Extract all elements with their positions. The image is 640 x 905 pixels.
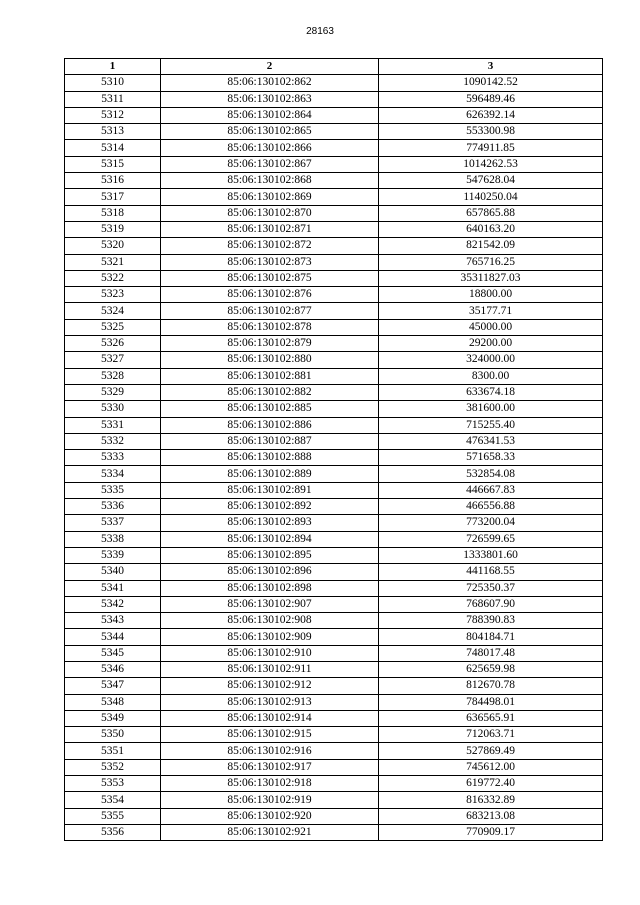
table-cell: 85:06:130102:882 [161,384,379,400]
table-row [65,156,603,172]
table-cell: 85:06:130102:918 [161,776,379,792]
table-cell: 5329 [65,384,161,400]
table-cell: 5353 [65,776,161,792]
table-row [65,319,603,335]
table-row [65,189,603,205]
table-cell: 5349 [65,710,161,726]
table-row [65,499,603,515]
table-row [65,776,603,792]
table-cell: 5342 [65,596,161,612]
table-cell: 5318 [65,205,161,221]
table-cell: 35311827.03 [379,270,603,286]
table-row [65,140,603,156]
table-cell: 85:06:130102:896 [161,564,379,580]
table-cell: 5324 [65,303,161,319]
table-row [65,792,603,808]
table-row [65,580,603,596]
table-cell: 8300.00 [379,368,603,384]
table-cell: 5343 [65,613,161,629]
table-cell: 5352 [65,759,161,775]
table-cell: 85:06:130102:911 [161,661,379,677]
table-cell: 85:06:130102:867 [161,156,379,172]
table-row [65,75,603,91]
table-cell: 85:06:130102:876 [161,287,379,303]
table-cell: 715255.40 [379,417,603,433]
table-row [65,450,603,466]
table-cell: 85:06:130102:885 [161,401,379,417]
table-row [65,91,603,107]
table-cell: 85:06:130102:895 [161,547,379,563]
table-cell: 5320 [65,238,161,254]
table-cell: 5327 [65,352,161,368]
table-cell: 1014262.53 [379,156,603,172]
table-cell: 571658.33 [379,450,603,466]
table-cell: 85:06:130102:877 [161,303,379,319]
table-cell: 5322 [65,270,161,286]
table-row [65,221,603,237]
table-row [65,173,603,189]
table-row [65,613,603,629]
table-row [65,238,603,254]
table-cell: 381600.00 [379,401,603,417]
table-cell: 5347 [65,678,161,694]
table-cell: 85:06:130102:891 [161,482,379,498]
table-cell: 768607.90 [379,596,603,612]
table-cell: 85:06:130102:879 [161,336,379,352]
table-cell: 85:06:130102:872 [161,238,379,254]
column-header: 1 [65,59,161,75]
table-row [65,531,603,547]
table-cell: 324000.00 [379,352,603,368]
table-row [65,401,603,417]
table-cell: 85:06:130102:869 [161,189,379,205]
table-cell: 657865.88 [379,205,603,221]
table-cell: 5339 [65,547,161,563]
table-cell: 5336 [65,499,161,515]
table-cell: 446667.83 [379,482,603,498]
table-cell: 5344 [65,629,161,645]
table-cell: 5315 [65,156,161,172]
table-row [65,466,603,482]
table-cell: 5350 [65,727,161,743]
table-cell: 5334 [65,466,161,482]
table-cell: 5325 [65,319,161,335]
table-row [65,287,603,303]
table-row [65,107,603,123]
table-cell: 5337 [65,515,161,531]
table-cell: 18800.00 [379,287,603,303]
table-row [65,710,603,726]
table-row [65,124,603,140]
table-cell: 441168.55 [379,564,603,580]
table-cell: 619772.40 [379,776,603,792]
table-cell: 85:06:130102:875 [161,270,379,286]
table-cell: 85:06:130102:892 [161,499,379,515]
table-row [65,368,603,384]
table-cell: 5331 [65,417,161,433]
table-cell: 85:06:130102:913 [161,694,379,710]
table-row [65,254,603,270]
table-cell: 85:06:130102:886 [161,417,379,433]
table-cell: 5333 [65,450,161,466]
table-cell: 85:06:130102:907 [161,596,379,612]
table-row [65,482,603,498]
table-cell: 821542.09 [379,238,603,254]
table-cell: 476341.53 [379,433,603,449]
table-cell: 633674.18 [379,384,603,400]
table-cell: 5316 [65,173,161,189]
table-cell: 85:06:130102:887 [161,433,379,449]
table-row [65,694,603,710]
table-cell: 5321 [65,254,161,270]
table-cell: 5346 [65,661,161,677]
table-cell: 5311 [65,91,161,107]
table-cell: 85:06:130102:889 [161,466,379,482]
table-cell: 5330 [65,401,161,417]
table-cell: 85:06:130102:866 [161,140,379,156]
table-cell: 85:06:130102:920 [161,808,379,824]
table-row [65,727,603,743]
table-cell: 85:06:130102:864 [161,107,379,123]
table-cell: 1140250.04 [379,189,603,205]
table-row [65,433,603,449]
table-cell: 85:06:130102:917 [161,759,379,775]
table-row [65,661,603,677]
table-cell: 5355 [65,808,161,824]
table-cell: 5354 [65,792,161,808]
table-body [65,75,603,841]
column-header: 3 [379,59,603,75]
table-cell: 770909.17 [379,824,603,840]
table-cell: 466556.88 [379,499,603,515]
table-cell: 804184.71 [379,629,603,645]
table-row [65,596,603,612]
table-cell: 85:06:130102:888 [161,450,379,466]
table-cell: 5338 [65,531,161,547]
table-cell: 5313 [65,124,161,140]
table-cell: 85:06:130102:863 [161,91,379,107]
table-cell: 765716.25 [379,254,603,270]
page-number: 28163 [306,26,334,37]
table-cell: 5332 [65,433,161,449]
table-cell: 85:06:130102:919 [161,792,379,808]
table-cell: 1333801.60 [379,547,603,563]
table-cell: 45000.00 [379,319,603,335]
table-cell: 816332.89 [379,792,603,808]
table-row [65,547,603,563]
table-cell: 527869.49 [379,743,603,759]
table-cell: 636565.91 [379,710,603,726]
table-cell: 553300.98 [379,124,603,140]
table-cell: 547628.04 [379,173,603,189]
table-cell: 29200.00 [379,336,603,352]
table-cell: 788390.83 [379,613,603,629]
table-cell: 5341 [65,580,161,596]
table-cell: 5312 [65,107,161,123]
table-cell: 532854.08 [379,466,603,482]
table-row [65,352,603,368]
table-row [65,808,603,824]
table-row [65,384,603,400]
table-cell: 5326 [65,336,161,352]
table-cell: 85:06:130102:878 [161,319,379,335]
table-cell: 5323 [65,287,161,303]
table-cell: 683213.08 [379,808,603,824]
table-cell: 85:06:130102:921 [161,824,379,840]
table-cell: 5351 [65,743,161,759]
table-cell: 712063.71 [379,727,603,743]
table-header-row [65,59,603,75]
table-cell: 748017.48 [379,645,603,661]
table-cell: 5356 [65,824,161,840]
table-row [65,743,603,759]
table-cell: 35177.71 [379,303,603,319]
table-cell: 5314 [65,140,161,156]
table-cell: 85:06:130102:893 [161,515,379,531]
table-cell: 85:06:130102:868 [161,173,379,189]
table-cell: 85:06:130102:915 [161,727,379,743]
table-row [65,515,603,531]
table-cell: 625659.98 [379,661,603,677]
table-cell: 85:06:130102:873 [161,254,379,270]
table-row [65,645,603,661]
table-cell: 726599.65 [379,531,603,547]
table-cell: 1090142.52 [379,75,603,91]
table-row [65,336,603,352]
table-cell: 5340 [65,564,161,580]
table-cell: 773200.04 [379,515,603,531]
table-row [65,205,603,221]
table-row [65,678,603,694]
table-cell: 85:06:130102:912 [161,678,379,694]
table-cell: 85:06:130102:870 [161,205,379,221]
table-row [65,270,603,286]
table-cell: 5310 [65,75,161,91]
table-cell: 85:06:130102:865 [161,124,379,140]
table-cell: 640163.20 [379,221,603,237]
table-row [65,303,603,319]
table-cell: 85:06:130102:914 [161,710,379,726]
table-cell: 5345 [65,645,161,661]
table-cell: 85:06:130102:916 [161,743,379,759]
table-cell: 85:06:130102:862 [161,75,379,91]
table-cell: 85:06:130102:908 [161,613,379,629]
table-cell: 85:06:130102:880 [161,352,379,368]
table-cell: 85:06:130102:871 [161,221,379,237]
table-cell: 774911.85 [379,140,603,156]
table-cell: 812670.78 [379,678,603,694]
table-cell: 745612.00 [379,759,603,775]
table-row [65,564,603,580]
column-header: 2 [161,59,379,75]
table-cell: 5335 [65,482,161,498]
table-cell: 5348 [65,694,161,710]
table-cell: 626392.14 [379,107,603,123]
table-cell: 5319 [65,221,161,237]
table-cell: 5328 [65,368,161,384]
table-cell: 784498.01 [379,694,603,710]
table-cell: 85:06:130102:894 [161,531,379,547]
table-row [65,629,603,645]
table-cell: 725350.37 [379,580,603,596]
table-row [65,417,603,433]
table-row [65,759,603,775]
data-table [64,58,603,841]
table-cell: 596489.46 [379,91,603,107]
table-cell: 85:06:130102:910 [161,645,379,661]
table-cell: 85:06:130102:881 [161,368,379,384]
table-cell: 85:06:130102:909 [161,629,379,645]
table-cell: 85:06:130102:898 [161,580,379,596]
table-row [65,824,603,840]
table-cell: 5317 [65,189,161,205]
